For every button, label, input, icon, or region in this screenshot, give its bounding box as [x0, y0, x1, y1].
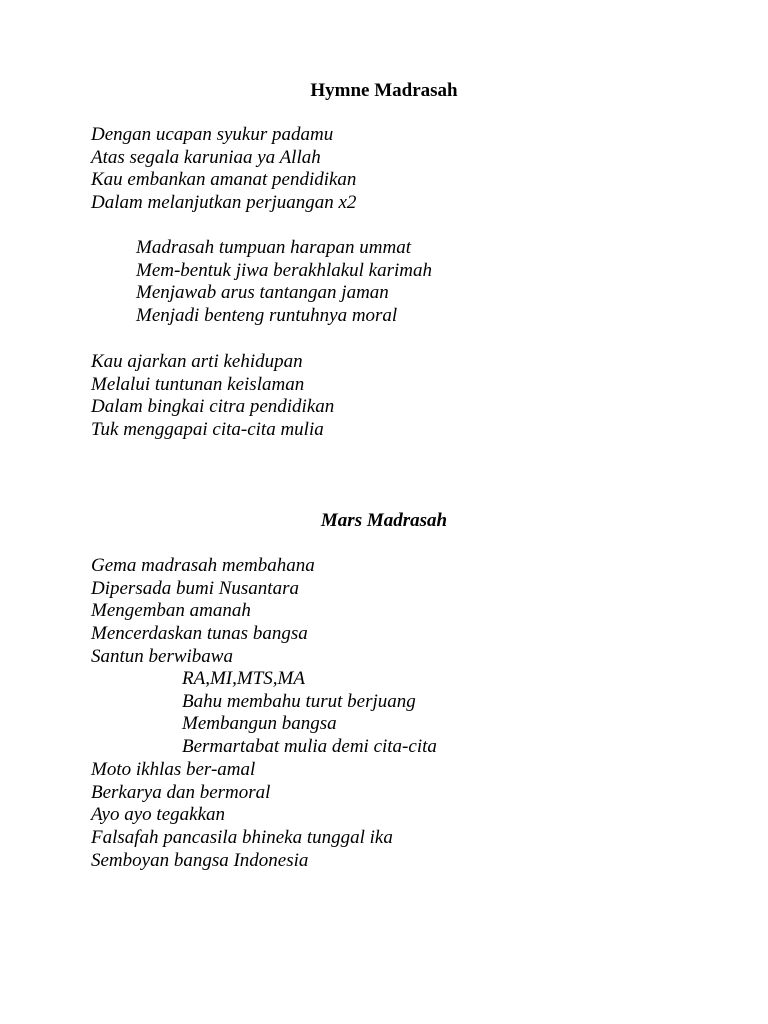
lyric-line: RA,MI,MTS,MA	[182, 668, 305, 689]
lyric-line: Tuk menggapai cita-cita mulia	[91, 419, 324, 441]
lyric-line: Moto ikhlas ber-amal	[91, 759, 256, 780]
lyric-line: Semboyan bangsa Indonesia	[91, 849, 309, 871]
lyric-line: Dipersada bumi Nusantara	[91, 577, 299, 599]
lyric-line: Melalui tuntunan keislaman	[91, 373, 305, 395]
lyric-line: Kau embankan amanat pendidikan	[91, 169, 357, 191]
mars-part-3	[91, 759, 393, 873]
mars-part-2	[182, 668, 437, 759]
lyric-line: Berkarya dan bermoral	[91, 781, 271, 803]
hymne-stanza-1	[91, 124, 356, 215]
lyric-line: Gema madrasah membahana	[91, 555, 315, 576]
lyric-line: Falsafah pancasila bhineka tunggal ika	[91, 827, 393, 849]
lyric-line: Dalam melanjutkan perjuangan x2	[91, 192, 357, 214]
lyric-line: Kau ajarkan arti kehidupan	[91, 351, 303, 372]
lyric-line: Membangun bangsa	[182, 713, 337, 735]
lyric-line: Atas segala karuniaa ya Allah	[91, 146, 321, 168]
lyric-line: Bahu membahu turut berjuang	[182, 690, 416, 712]
lyric-line: Santun berwibawa	[91, 645, 233, 667]
mars-title: Mars Madrasah	[320, 510, 448, 531]
hymne-title: Hymne Madrasah	[310, 80, 458, 101]
lyric-line: Madrasah tumpuan harapan ummat	[136, 237, 411, 258]
mars-part-1	[91, 555, 315, 669]
lyric-line: Mengemban amanah	[91, 600, 251, 622]
lyric-line: Mem-bentuk jiwa berakhlakul karimah	[136, 259, 433, 281]
lyric-line: Dalam bingkai citra pendidikan	[91, 396, 335, 418]
hymne-stanza-3	[91, 351, 334, 442]
lyric-line: Menjawab arus tantangan jaman	[136, 282, 389, 304]
lyric-line: Bermartabat mulia demi cita-cita	[182, 736, 437, 758]
lyric-line: Mencerdaskan tunas bangsa	[91, 623, 308, 645]
lyric-line: Dengan ucapan syukur padamu	[91, 124, 334, 145]
hymne-stanza-2	[136, 237, 432, 328]
lyric-line: Menjadi benteng runtuhnya moral	[136, 305, 398, 327]
lyric-line: Ayo ayo tegakkan	[91, 804, 226, 826]
